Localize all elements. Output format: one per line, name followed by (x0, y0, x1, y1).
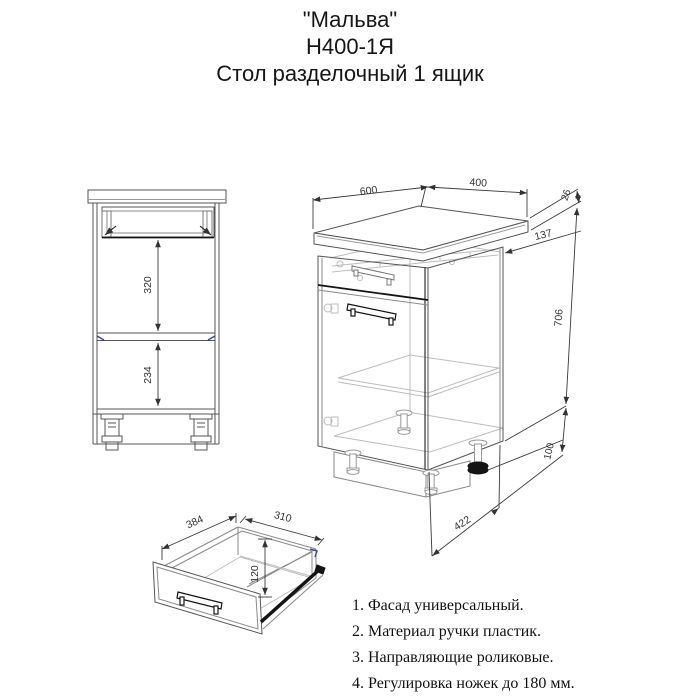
title-model: Н400-1Я (305, 34, 395, 59)
front-view-carcass (93, 203, 219, 444)
iso-drawer-handle (352, 266, 394, 285)
title-description: Стол разделочный 1 ящик (216, 61, 484, 86)
dim-drawer-height-label: 120 (249, 565, 261, 583)
dim-iso-width-label: 600 (359, 184, 379, 198)
front-view-drawer-box (102, 207, 214, 238)
drawer-view (153, 509, 325, 634)
dim-iso-leg-height-label: 100 (542, 442, 557, 461)
dim-iso-height-label: 706 (552, 308, 566, 327)
title-series: "Мальва" (302, 7, 398, 32)
dim-iso-diagonal-label: 422 (451, 513, 473, 534)
iso-legs (345, 410, 488, 494)
front-view-corner-marks (97, 336, 215, 340)
dim-iso-top-thickness-label: 26 (559, 188, 574, 203)
note-item-4: 4. Регулировка ножек до 180 мм. (352, 675, 575, 692)
iso-interior (324, 238, 503, 452)
note-item-2: 2. Материал ручки пластик. (352, 623, 542, 640)
front-view-legs (101, 414, 212, 450)
dim-iso-overhang-label: 137 (533, 227, 554, 244)
dim-iso-depth-label: 400 (469, 176, 488, 190)
iso-adjustable-foot (468, 440, 488, 474)
dim-front-lower-label: 234 (142, 366, 154, 384)
note-item-3: 3. Направляющие роликовые. (352, 649, 554, 666)
dim-drawer-depth-label: 384 (184, 513, 206, 532)
notes-list (352, 593, 672, 697)
iso-countertop (314, 206, 528, 261)
drawer-front-panel (153, 562, 262, 634)
front-view (88, 190, 226, 450)
dim-front-upper-label: 320 (142, 276, 154, 294)
front-view-countertop (88, 190, 226, 203)
dim-drawer-width-label: 310 (272, 509, 293, 526)
note-item-1: 1. Фасад универсальный. (352, 597, 524, 614)
iso-door-handle (347, 304, 396, 325)
iso-view (313, 176, 581, 556)
